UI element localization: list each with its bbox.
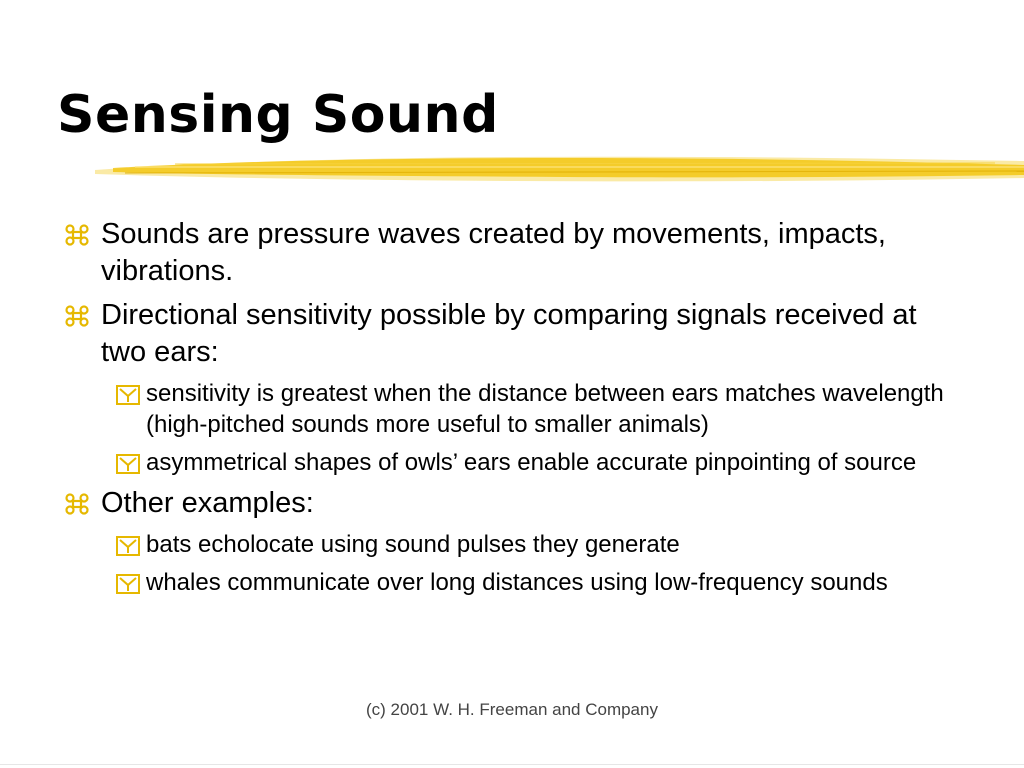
bottom-divider: [0, 764, 1024, 765]
checkbox-y-icon: [116, 385, 140, 405]
copyright-footer: (c) 2001 W. H. Freeman and Company: [366, 700, 658, 719]
sub-bullet-item: [60, 529, 960, 560]
sub-bullet-text: bats echolocate using sound pulses they generate: [146, 531, 680, 558]
checkbox-y-icon: [116, 574, 140, 594]
command-key-icon: [64, 492, 90, 516]
checkbox-y-icon: [116, 454, 140, 474]
bullet-item: [60, 216, 960, 290]
sub-bullet-item: [60, 567, 960, 598]
sub-bullet-item: [60, 447, 960, 478]
checkbox-y-icon: [116, 536, 140, 556]
bullet-item: [60, 485, 960, 522]
bullet-text: Other examples:: [101, 487, 314, 519]
sub-bullet-item: [60, 378, 960, 440]
sub-bullet-text: asymmetrical shapes of owls’ ears enable accurate pinpointing of source: [146, 449, 917, 476]
bullet-text: Sounds are pressure waves created by movements, impacts, vibrations.: [101, 218, 886, 287]
sub-bullet-text: whales communicate over long distances using low-frequency sounds: [146, 569, 888, 596]
bullet-item: [60, 297, 960, 371]
command-key-icon: [64, 223, 90, 247]
bullet-text: Directional sensitivity possible by comparing signals received at two ears:: [101, 299, 917, 368]
highlighter-stroke: [95, 148, 1024, 190]
slide-title: Sensing Sound: [57, 85, 499, 145]
bullet-list: [60, 216, 960, 605]
command-key-icon: [64, 304, 90, 328]
sub-bullet-text: sensitivity is greatest when the distance between ears matches wavelength (high-pitched sounds more useful to smaller animals): [146, 380, 944, 438]
